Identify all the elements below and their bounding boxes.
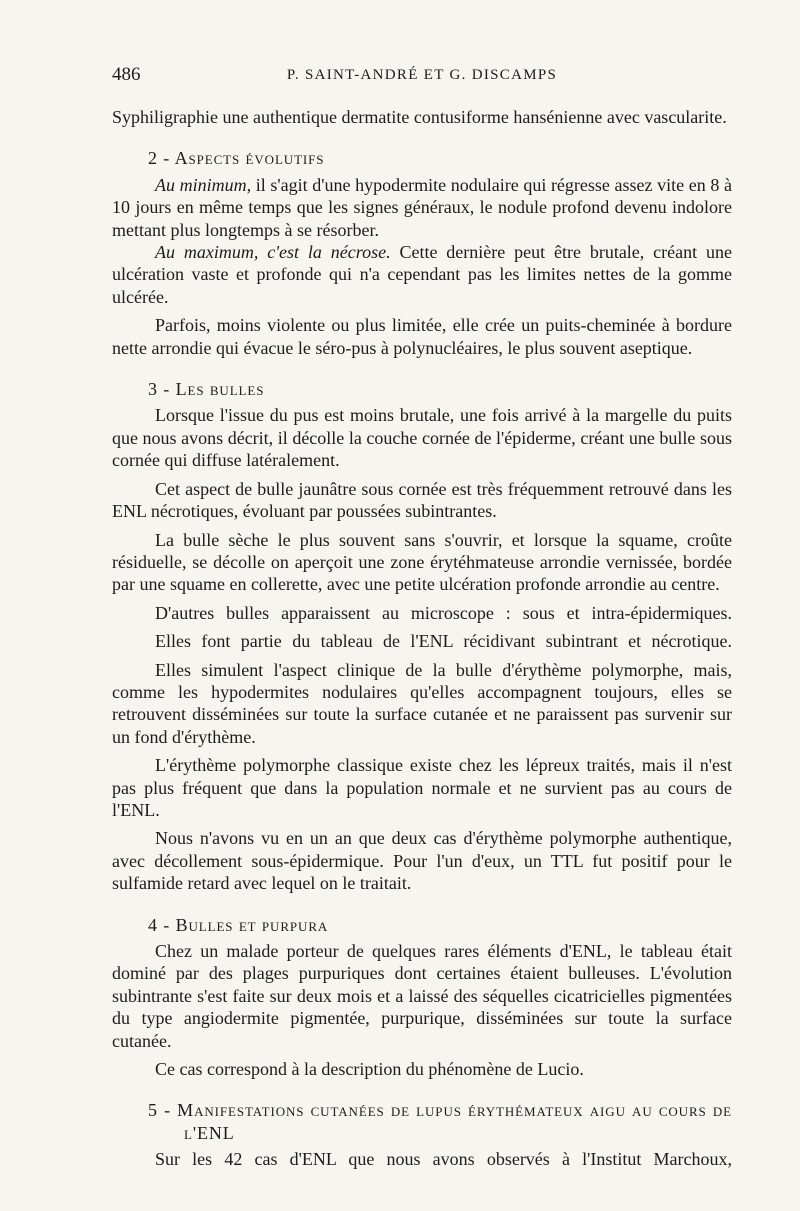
section-heading-aspects-evolutifs: 2 - Aspects évolutifs <box>148 148 325 169</box>
paragraph-au-maximum: Au maximum, c'est la nécrose. Cette dernière peut être brutale, créant une ulcération vaste et profonde qui n'a cependant pas les limites nettes de la gomme ulcérée. <box>112 242 732 307</box>
paragraph: Parfois, moins violente ou plus limitée, elle crée un puits-cheminée à bordure nette arrondie qui évacue le séro-pus à polynucléaires, le plus souvent aseptique. <box>112 315 732 358</box>
paragraph: Nous n'avons vu en un an que deux cas d'érythème polymorphe authentique, avec décollement sous-épidermique. Pour l'un d'eux, un TTL fut positif pour le sulfamide retard avec lequel on le traitait. <box>112 828 732 894</box>
paragraph: Elles font partie du tableau de l'ENL récidivant subintrant et nécrotique. <box>155 631 732 652</box>
section-heading-les-bulles: 3 - Les bulles <box>148 379 265 400</box>
paragraph-au-minimum: Au minimum, il s'agit d'une hypodermite nodulaire qui régresse assez vite en 8 à 10 jours en même temps que les signes généraux, le nodule profond devenu indolore mettant plus longtemps à se résorber. <box>112 174 732 240</box>
paragraph: Sur les 42 cas d'ENL que nous avons observés à l'Institut Marchoux, <box>155 1149 732 1170</box>
section-heading-lupus-erythemateux: 5 - Manifestations cutanées de lupus érythémateux aigu au cours de l'ENL <box>148 1100 732 1143</box>
lead-phrase: Au maximum, c'est la nécrose. <box>155 242 391 263</box>
lead-phrase: Au minimum, <box>155 174 252 195</box>
paragraph: D'autres bulles apparaissent au microscope : sous et intra-épidermiques. <box>155 602 732 623</box>
paragraph: Cet aspect de bulle jaunâtre sous cornée est très fréquemment retrouvé dans les ENL nécrotiques, évoluant par poussées subintrantes. <box>112 478 732 522</box>
paragraph: Elles simulent l'aspect clinique de la bulle d'érythème polymorphe, mais, comme les hypodermites nodulaires qu'elles accompagnent toujours, elles se retrouvent disséminées sur toute la surface cutanée et ne paraissent pas survenir sur un fond d'érythème. <box>112 659 732 747</box>
paragraph: L'érythème polymorphe classique existe chez les lépreux traités, mais il n'est pas plus fréquent que dans la population normale et ne survient pas au cours de l'ENL. <box>112 755 732 820</box>
page-number: 486 <box>112 64 141 85</box>
running-title: P. SAINT-ANDRÉ ET G. DISCAMPS <box>286 67 558 83</box>
body-text <box>112 106 732 1171</box>
paragraph: Chez un malade porteur de quelques rares éléments d'ENL, le tableau était dominé par des plages purpuriques dont certaines étaient bulleuses. L'évolution subintrante s'est faite sur deux mois et a laissé des séquelles cicatricielles pigmentées du type angiodermite pigmentée, purpurique, disséminées sur toute la surface cutanée. <box>112 941 732 1051</box>
paragraph: Ce cas correspond à la description du phénomène de Lucio. <box>155 1059 584 1080</box>
running-head <box>112 64 732 92</box>
paragraph: La bulle sèche le plus souvent sans s'ouvrir, et lorsque la squame, croûte résiduelle, se décolle on aperçoit une zone érytéhmateuse arrondie vernissée, bordée par une squame en collerette, avec une petite ulcération profonde arrondie au centre. <box>112 529 732 595</box>
section-heading-bulles-et-purpura: 4 - Bulles et purpura <box>148 914 329 935</box>
paragraph: Lorsque l'issue du pus est moins brutale, une fois arrivé à la margelle du puits que nous avons décrit, il décolle la couche cornée de l'épiderme, créant une bulle sous cornée qui diffuse latéralement. <box>112 405 732 471</box>
paragraph-continued: Syphiligraphie une authentique dermatite contusiforme hansénienne avec vascularite. <box>112 107 727 127</box>
